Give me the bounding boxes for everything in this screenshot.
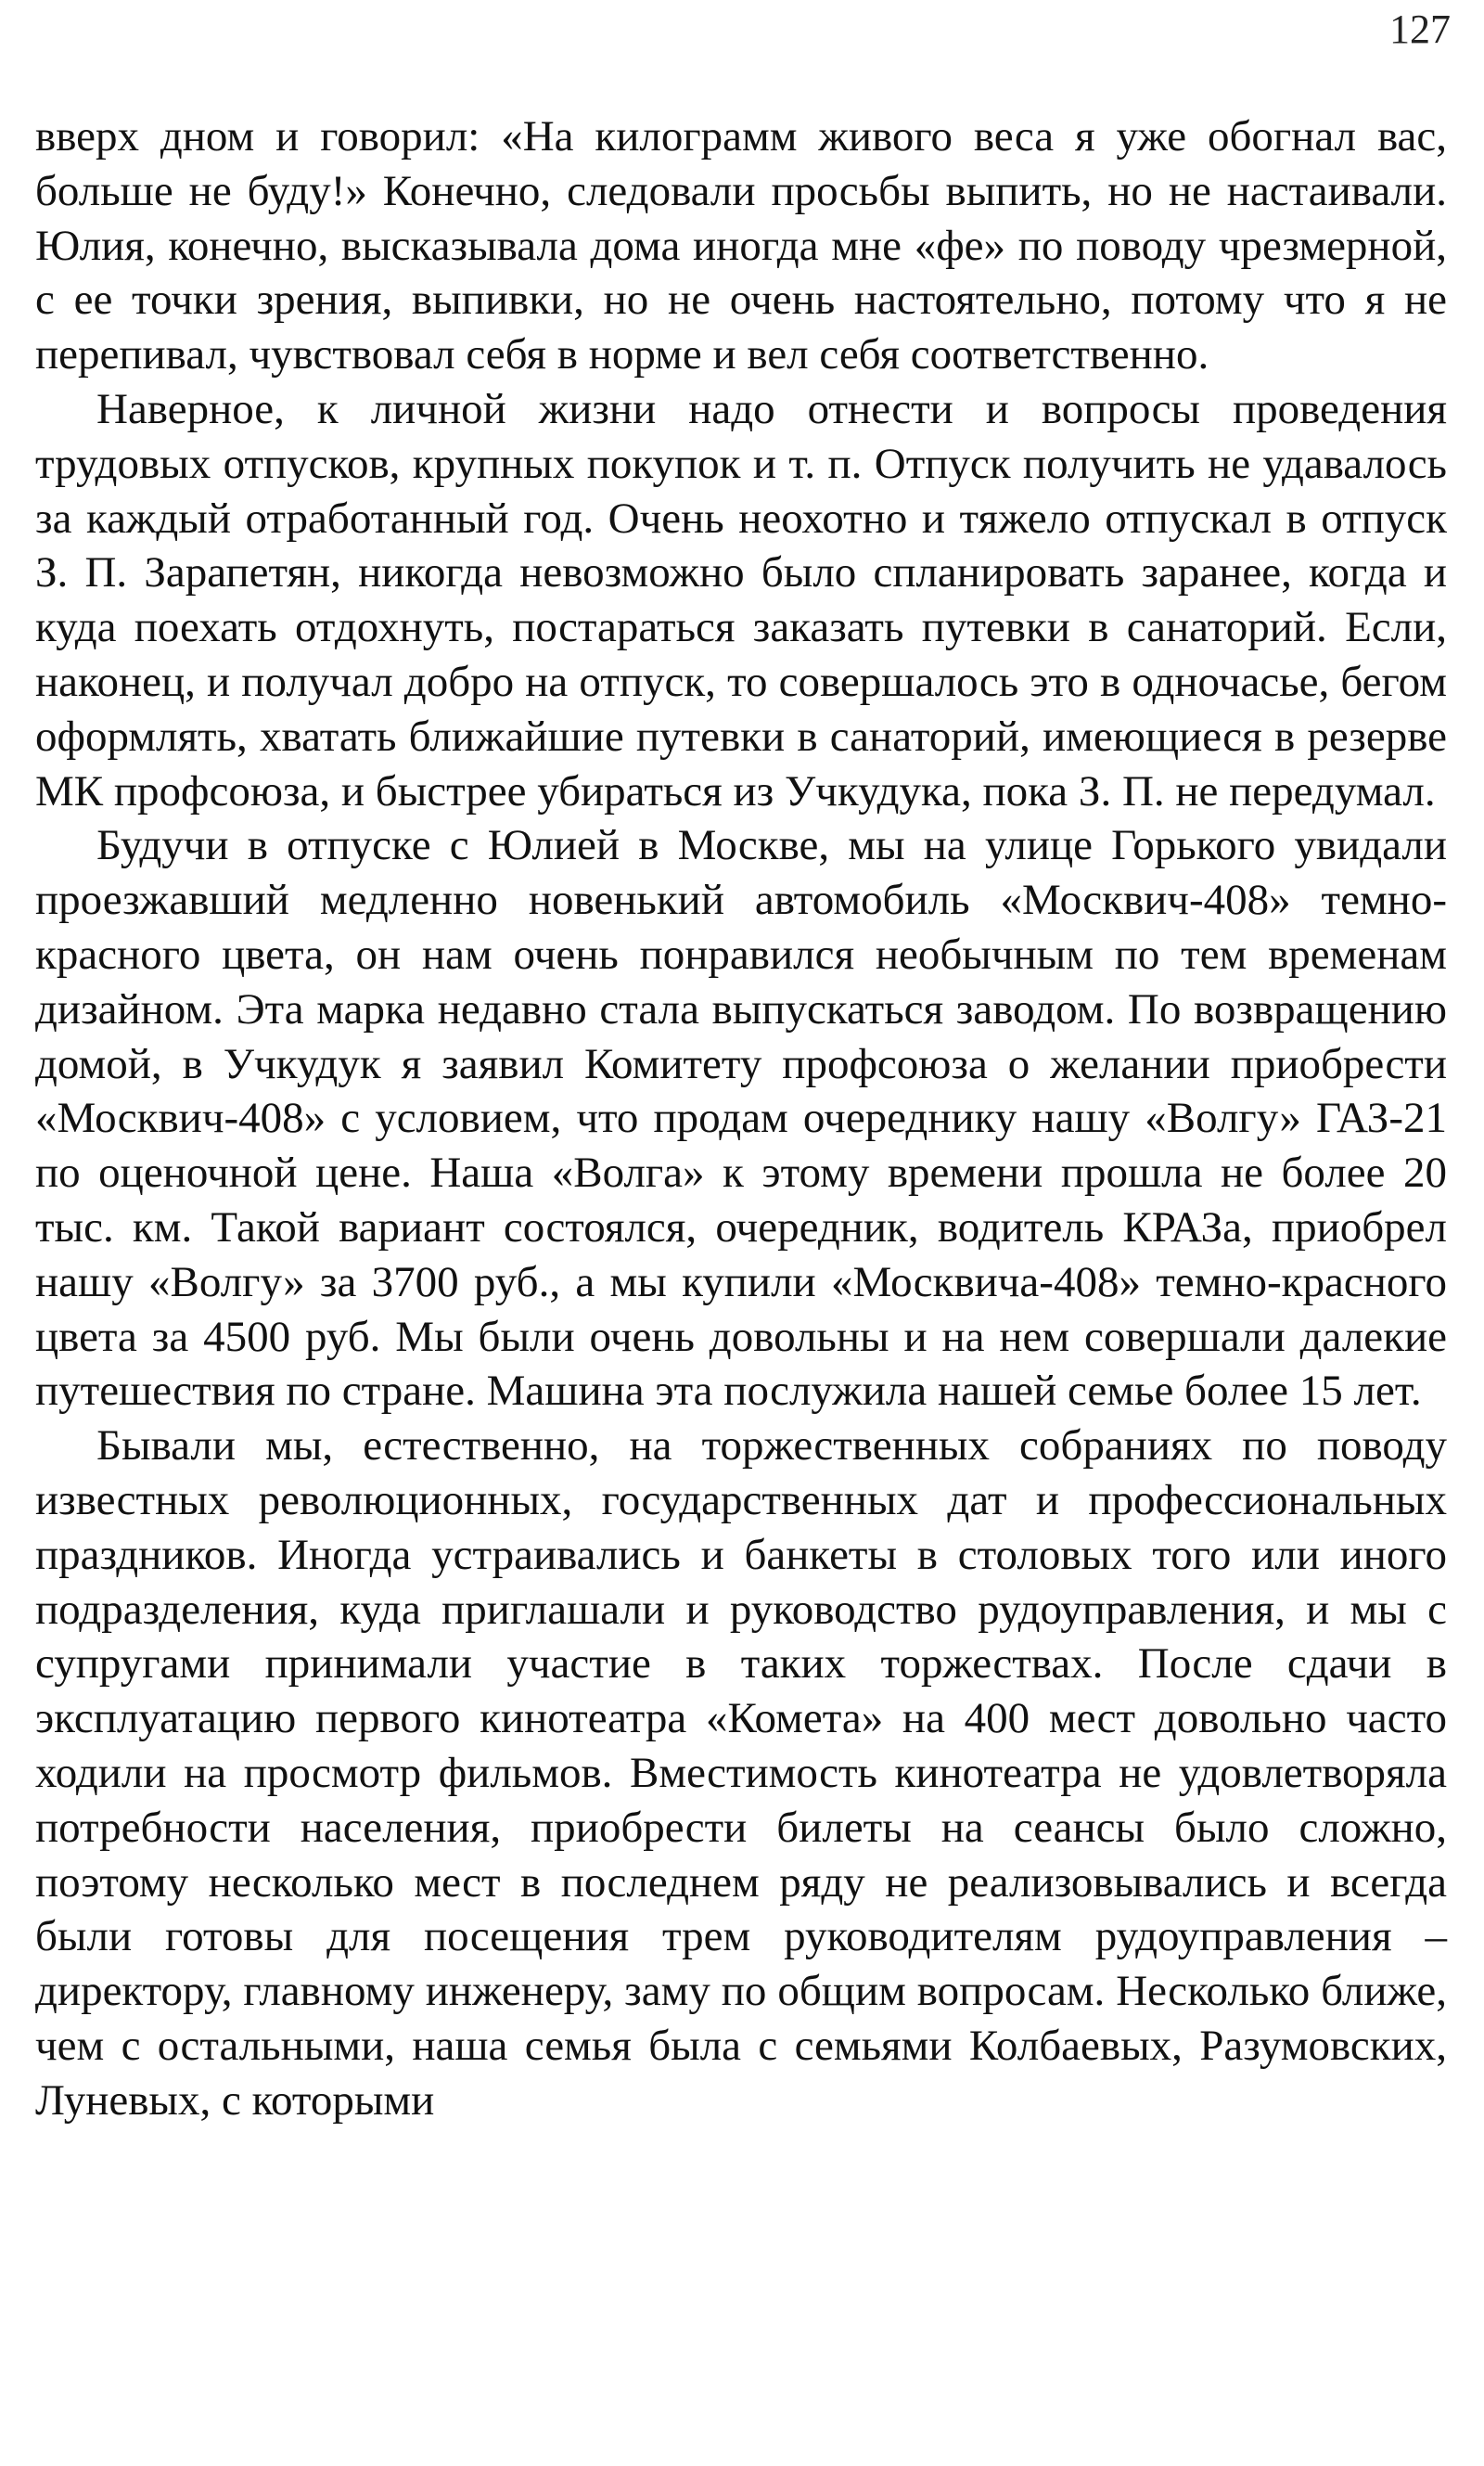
body-text (35, 109, 1447, 2127)
paragraph-3: Будучи в отпуске с Юлией в Москве, мы на улице Горького увидали проезжавший медленно новенький автомобиль «Москвич-408» темно-красного цвета, он нам очень понравился необычным по тем временам дизайном. Эта марка недавно стала выпускаться заводом. По возвращению домой, в Учкудук я заявил Комитету профсоюза о желании приобрести «Москвич-408» с условием, что продам очереднику нашу «Волгу» ГАЗ-21 по оценочной цене. Наша «Волга» к этому времени прошла не более 20 тыс. км. Такой вариант состоялся, очередник, водитель КРАЗа, приобрел нашу «Волгу» за 3700 руб., а мы купили «Москвича-408» темно-красного цвета за 4500 руб. Мы были очень довольны и на нем совершали далекие путешествия по стране. Машина эта послужила нашей семье более 15 лет. (35, 821, 1447, 1416)
paragraph-2: Наверное, к личной жизни надо отнести и вопросы проведения трудовых отпусков, крупных покупок и т. п. Отпуск получить не удавалось за каждый отработанный год. Очень неохотно и тяжело отпускал в отпуск З. П. Зарапетян, никогда невозможно было спланировать заранее, когда и куда поехать отдохнуть, постараться заказать путевки в санаторий. Если, наконец, и получал добро на отпуск, то совершалось это в одночасье, бегом оформлять, хватать ближайшие путевки в санаторий, имеющиеся в резерве МК профсоюза, и быстрее убираться из Учкудука, пока З. П. не передумал. (35, 384, 1447, 816)
paragraph-1: вверх дном и говорил: «На килограмм живого веса я уже обогнал вас, больше не буду!» Конечно, следовали просьбы выпить, но не настаивали. Юлия, конечно, высказывала дома иногда мне «фе» по поводу чрезмерной, с ее точки зрения, выпивки, но не очень настоятельно, потому что я не перепивал, чувствовал себя в норме и вел себя соответственно. (35, 112, 1447, 379)
paragraph-4: Бывали мы, естественно, на торжественных собраниях по поводу известных революционных, государственных дат и профессиональных праздников. Иногда устраивались и банкеты в столовых того или иного подразделения, куда приглашали и руководство рудоуправления, и мы с супругами принимали участие в таких торжествах. После сдачи в эксплуатацию первого кинотеатра «Комета» на 400 мест довольно часто ходили на просмотр фильмов. Вместимость кинотеатра не удовлетворяла потребности населения, приобрести билеты на сеансы было сложно, поэтому несколько мест в последнем ряду не реализовывались и всегда были готовы для посещения трем руководителям рудоуправления – директору, главному инженеру, заму по общим вопросам. Несколько ближе, чем с остальными, наша семья была с семьями Колбаевых, Разумовских, Луневых, с которыми (35, 1421, 1447, 2125)
page-number: 127 (1389, 6, 1451, 52)
